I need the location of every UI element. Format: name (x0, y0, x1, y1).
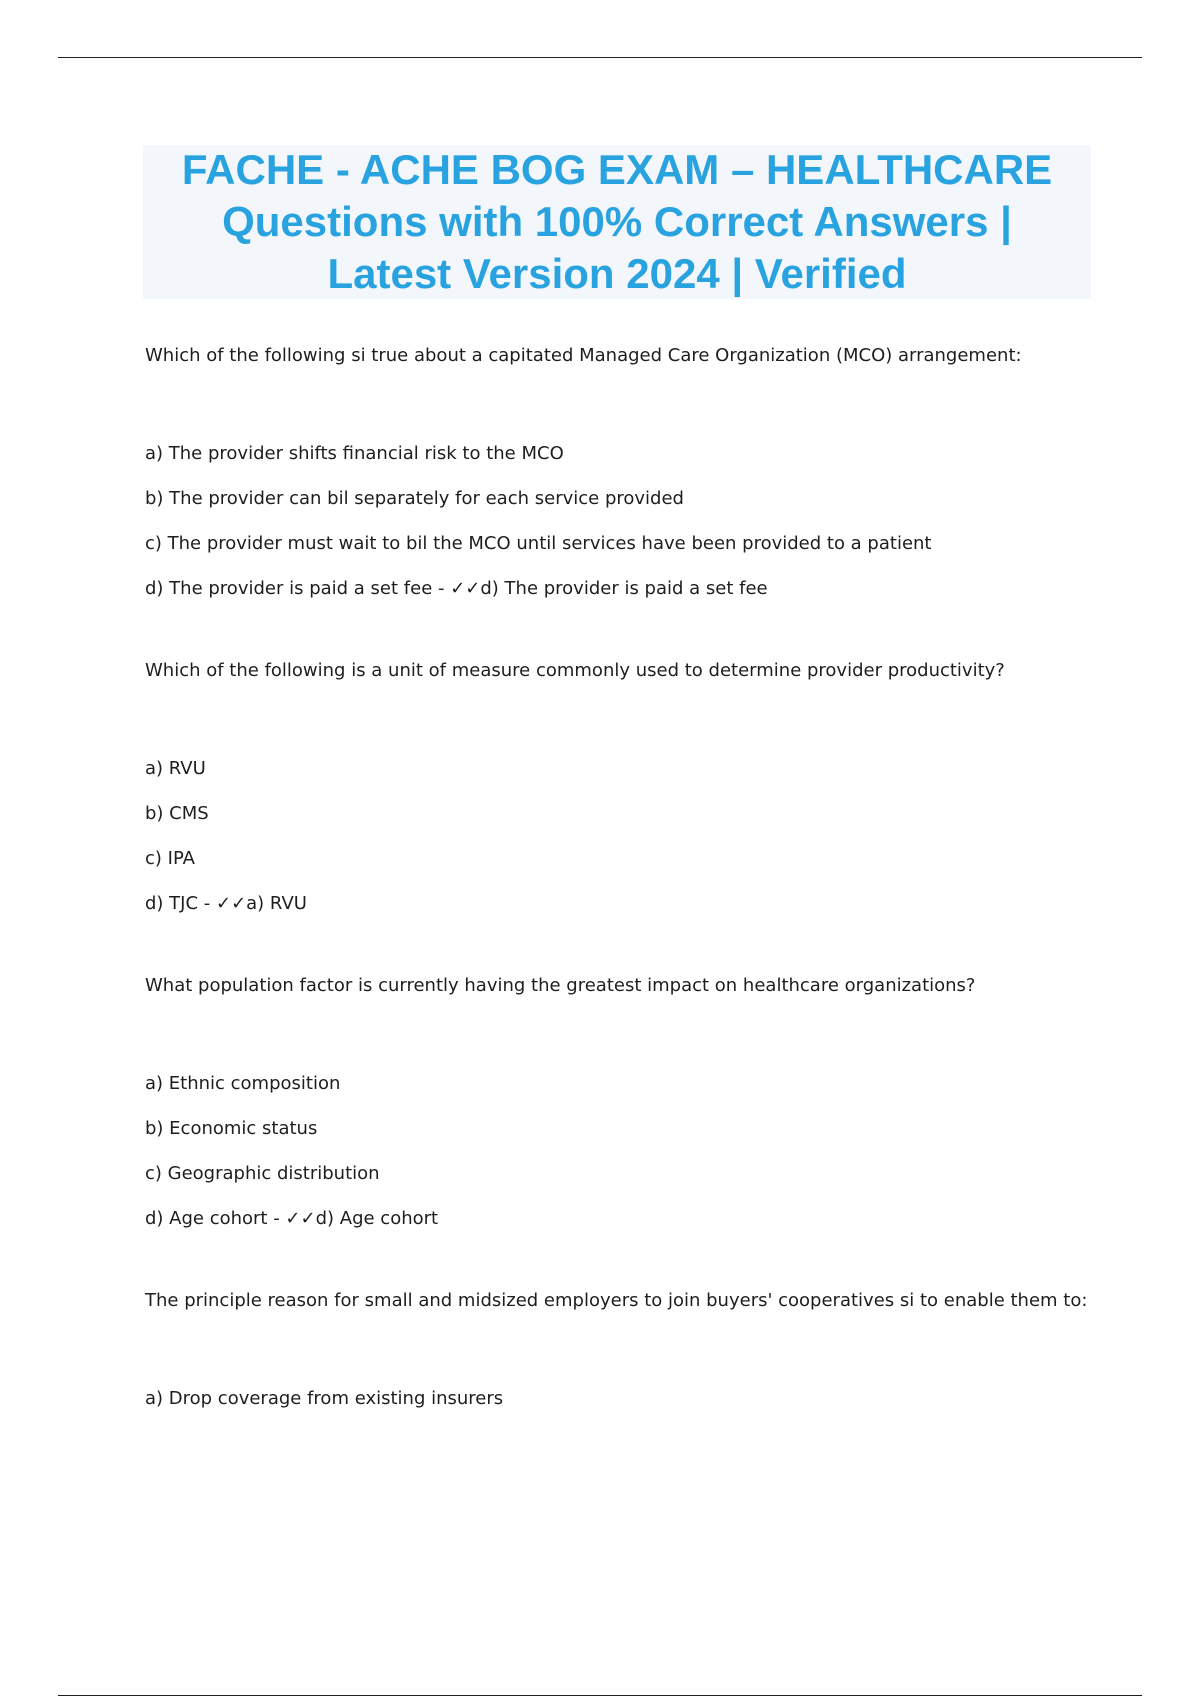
question-text: Which of the following si true about a capitated Managed Care Organization (MCO) arrangement: (145, 345, 1022, 366)
answer-option: b) The provider can bil separately for each service provided (145, 488, 684, 509)
question-block (145, 1275, 1145, 1421)
footer-rule (58, 1695, 1142, 1696)
header-rule (58, 57, 1142, 58)
title-line-1: FACHE - ACHE BOG EXAM – HEALTHCARE (181, 146, 1053, 193)
document-title (143, 145, 1091, 299)
answer-option: c) IPA (145, 848, 195, 869)
question-list (145, 330, 1145, 1421)
answer-option: a) The provider shifts financial risk to the MCO (145, 443, 564, 464)
question-block (145, 960, 1145, 1241)
answer-option: a) RVU (145, 758, 206, 779)
answer-option: a) Ethnic composition (145, 1073, 341, 1094)
question-block (145, 330, 1145, 611)
answer-option: b) Economic status (145, 1118, 318, 1139)
answer-option: b) CMS (145, 803, 209, 824)
title-line-2: Questions with 100% Correct Answers | (222, 198, 1012, 245)
answer-option: a) Drop coverage from existing insurers (145, 1388, 504, 1409)
answer-option: c) The provider must wait to bil the MCO until services have been provided to a patient (145, 533, 932, 554)
question-text: What population factor is currently having the greatest impact on healthcare organizations? (145, 975, 976, 996)
answer-option: c) Geographic distribution (145, 1163, 380, 1184)
answer-option-with-correct-answer: d) The provider is paid a set fee - ✓✓d) The provider is paid a set fee (145, 578, 768, 599)
answer-option-with-correct-answer: d) Age cohort - ✓✓d) Age cohort (145, 1208, 439, 1229)
answer-option-with-correct-answer: d) TJC - ✓✓a) RVU (145, 893, 307, 914)
question-text: Which of the following is a unit of measure commonly used to determine provider productivity? (145, 660, 1005, 681)
question-block (145, 645, 1145, 926)
title-line-3: Latest Version 2024 | Verified (327, 250, 907, 297)
question-text: The principle reason for small and midsized employers to join buyers' cooperatives si to enable them to: (145, 1290, 1088, 1311)
